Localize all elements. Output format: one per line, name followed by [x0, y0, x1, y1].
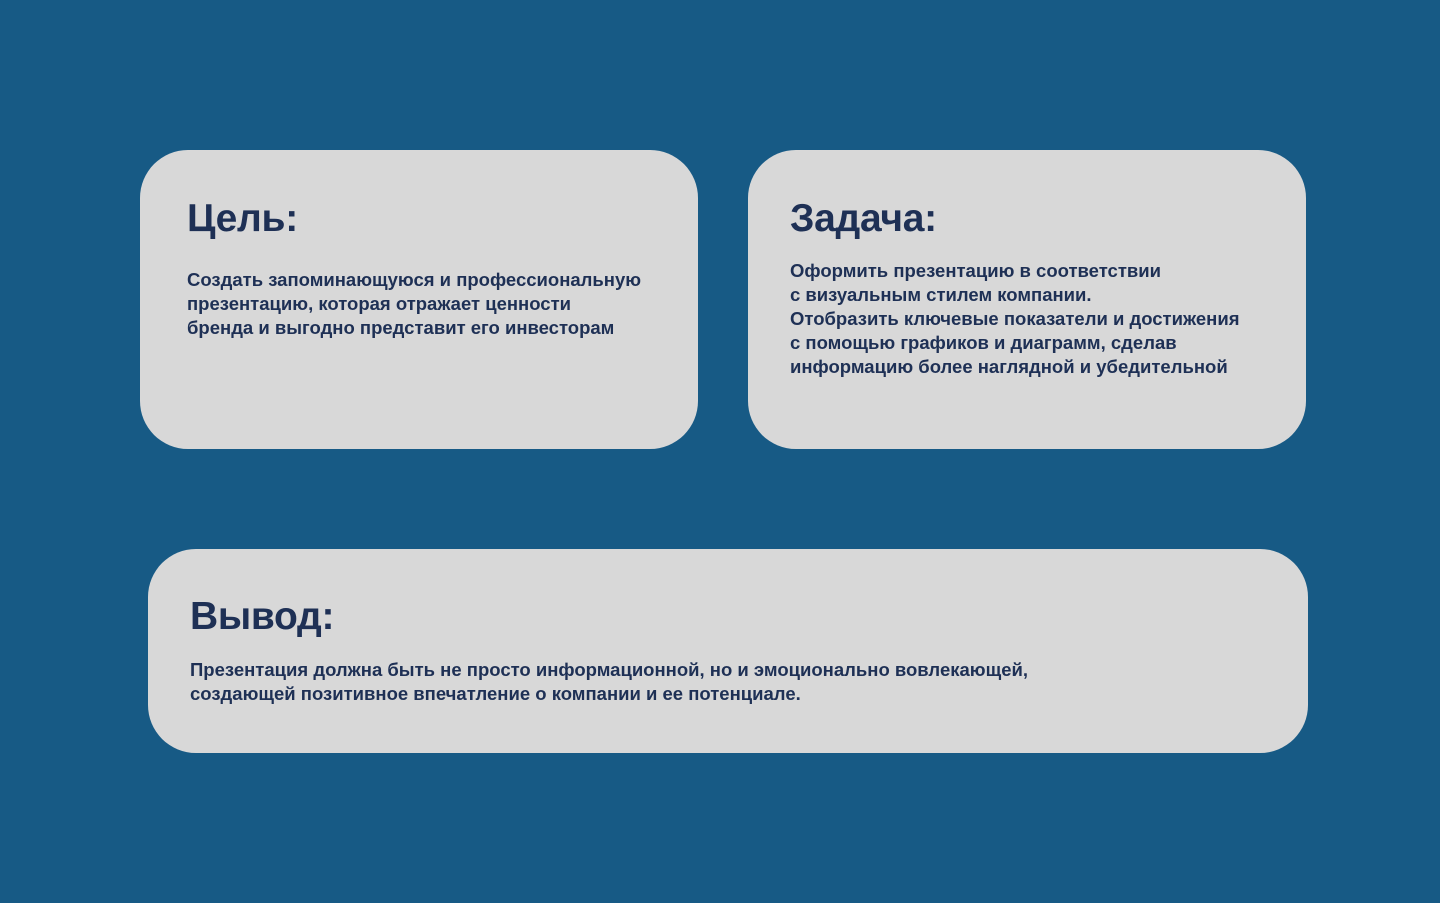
task-title: Задача:: [790, 197, 937, 240]
task-text: Оформить презентацию в соответствии с визуальным стилем компании. Отобразить ключевые показатели и достижения с помощью графиков и диаграмм, сделав информацию более наглядной и убедительной: [790, 260, 1240, 377]
goal-text: Создать запоминающуюся и профессиональную презентацию, которая отражает ценности бренда и выгодно представит его инвесторам: [187, 269, 642, 338]
goal-title: Цель:: [187, 197, 298, 240]
conclusion-title: Вывод:: [190, 595, 335, 638]
conclusion-card: [148, 549, 1308, 753]
conclusion-text: Презентация должна быть не просто информационной, но и эмоционально вовлекающей, создающей позитивное впечатление о компании и ее потенциале.: [190, 659, 1028, 704]
goal-card: [140, 150, 698, 449]
task-card: [748, 150, 1306, 449]
